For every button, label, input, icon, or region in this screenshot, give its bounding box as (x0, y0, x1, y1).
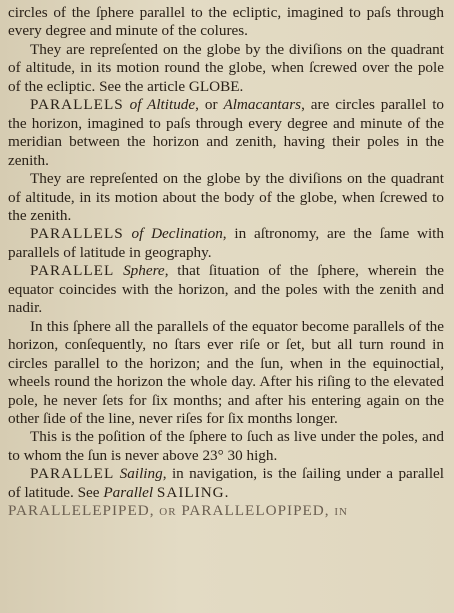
paragraph-text: This is the poſition of the ſphere to ſuch as live under the poles, and to whom the ſun is never above 23° 30 high. (8, 428, 444, 464)
entry-term: PARALLEL (30, 262, 115, 280)
paragraph-text: They are repreſented on the globe by the diviſions on the quadrant of altitude, in its motion round the globe, when ſcrewed over the pole of the ecliptic. See the article GLOBE. (8, 40, 444, 95)
paragraph-parallel-sphere-detail (8, 318, 444, 429)
entry-term-italic: of Declination (131, 225, 223, 243)
cross-reference-term: SAILING (156, 483, 225, 501)
paragraph-globe-zenith (8, 170, 444, 225)
paragraph-text: In this ſphere all the parallels of the equator become parallels of the horizon, conſequently, no ſtars ever riſe or ſet, but all turn round in circles parallel to the horizon; and the ſun, when in the equinoctial, wheels round the horizon the whole day. After his riſing to the elevated pole, he never ſets for ſix months; and after his entering again on the other ſide of the line, never riſes for ſix months longer. (8, 317, 444, 427)
entry-parallels-of-declination (8, 225, 444, 262)
paragraph-text: PARALLELEPIPED, or PARALLELOPIPED, in (8, 502, 348, 520)
entry-end: . (224, 483, 229, 501)
paragraph-text: They are repreſented on the globe by the diviſions on the quadrant of altitude, in its motion about the body of the globe, when ſcrewed to the zenith. (8, 170, 444, 224)
entry-definition: , are circles parallel to the horizon, imagined to paſs through every degree and minute of the meridian between the horizon and zenith, having their poles in the zenith. (8, 96, 445, 169)
entry-separator: , or (195, 96, 224, 114)
cross-reference-italic: Parallel (103, 483, 154, 501)
paragraph-text: circles of the ſphere parallel to the ecliptic, imagined to paſs through every degree and minute of the colures. (8, 4, 444, 40)
entry-term: PARALLELS (30, 225, 124, 243)
entry-alt-term: Almacantars (223, 96, 302, 114)
page-text (8, 4, 444, 521)
entry-term-italic: of Altitude (129, 96, 196, 114)
entry-definition: , that ſituation of the ſphere, wherein the equator coincides with the horizon, and the poles with the zenith and nadir. (8, 262, 445, 317)
entry-term: PARALLELS (30, 96, 124, 114)
entry-parallels-of-altitude (8, 96, 444, 170)
paragraph-poles (8, 428, 444, 465)
paragraph-continuation (8, 4, 444, 41)
entry-parallel-sphere (8, 262, 444, 317)
paragraph-globe-ecliptic (8, 41, 444, 96)
entry-term-italic: Sphere (123, 262, 165, 280)
entry-term: PARALLEL (30, 465, 115, 483)
entry-definition: , in aſtronomy, are the ſame with parallels of latitude in geography. (8, 225, 444, 261)
entry-parallel-sailing (8, 465, 444, 502)
paragraph-cut-off (8, 502, 444, 520)
entry-term-italic: Sailing (119, 465, 163, 483)
entry-definition: , in navigation, is the ſailing under a parallel of latitude. See (8, 465, 444, 501)
